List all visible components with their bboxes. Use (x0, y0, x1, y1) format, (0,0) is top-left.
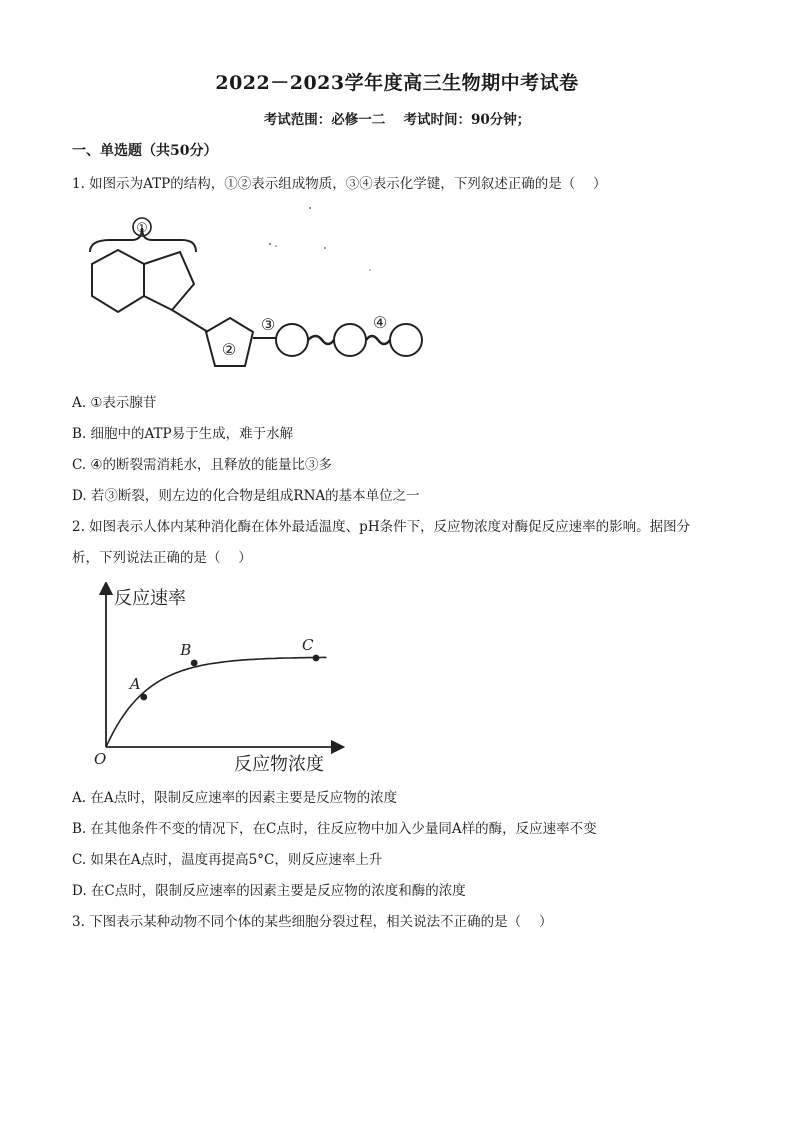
question-2-stem-line1: 2. 如图表示人体内某种消化酶在体外最适温度、pH条件下，反应物浓度对酶促反应速率的影响。据图分 (72, 519, 691, 535)
y-axis-label: 反应速率 (114, 588, 186, 609)
question-2-option-c: C. 如果在A点时，温度再提高5°C，则反应速率上升 (72, 852, 383, 868)
curve-point-label-a: A (129, 675, 141, 693)
question-3-stem: 3. 下图表示某种动物不同个体的某些细胞分裂过程，相关说法不正确的是（ ） (72, 914, 553, 930)
x-axis-label: 反应物浓度 (234, 754, 324, 775)
curve-point-label-b: B (180, 641, 192, 659)
curve-point-label-c: C (302, 636, 314, 654)
question-2-option-b: B. 在其他条件不变的情况下，在C点时，往反应物中加入少量同A样的酶，反应速率不变 (72, 821, 597, 837)
origin-label: O (94, 750, 107, 768)
exam-subtitle: 考试范围：必修一二 考试时间：90分钟； (263, 112, 531, 128)
curve-point-c (313, 655, 320, 662)
question-1-option-b: B. 细胞中的ATP易于生成，难于水解 (72, 426, 294, 442)
curve-point-b (191, 660, 198, 667)
question-1-option-a: A. ①表示腺苷 (72, 395, 157, 411)
question-2-stem-line2: 析，下列说法正确的是（ ） (72, 550, 252, 566)
figure-label-1: ① (136, 221, 148, 236)
question-2-option-d: D. 在C点时，限制反应速率的因素主要是反应物的浓度和酶的浓度 (72, 883, 466, 899)
atp-structure-figure (70, 200, 450, 390)
question-2-option-a: A. 在A点时，限制反应速率的因素主要是反应物的浓度 (72, 790, 398, 806)
question-1-option-d: D. 若③断裂，则左边的化合物是组成RNA的基本单位之一 (72, 488, 420, 504)
curve-point-a (140, 694, 147, 701)
pentagon-ring (144, 252, 194, 310)
figure-label-2: ② (221, 340, 237, 359)
figure-label-4: ④ (372, 313, 388, 332)
section-heading: 一、单选题（共50分） (72, 143, 218, 159)
reaction-rate-chart (88, 582, 348, 782)
hexagon-ring (92, 250, 144, 312)
question-1-stem: 1. 如图示为ATP的结构，①②表示组成物质，③④表示化学键，下列叙述正确的是（ ） (72, 176, 607, 192)
rate-curve (106, 657, 327, 747)
figure-label-3: ③ (260, 315, 276, 334)
exam-title: 2022－2023学年度高三生物期中考试卷 (215, 72, 579, 94)
question-1-option-c: C. ④的断裂需消耗水，且释放的能量比③多 (72, 457, 333, 473)
